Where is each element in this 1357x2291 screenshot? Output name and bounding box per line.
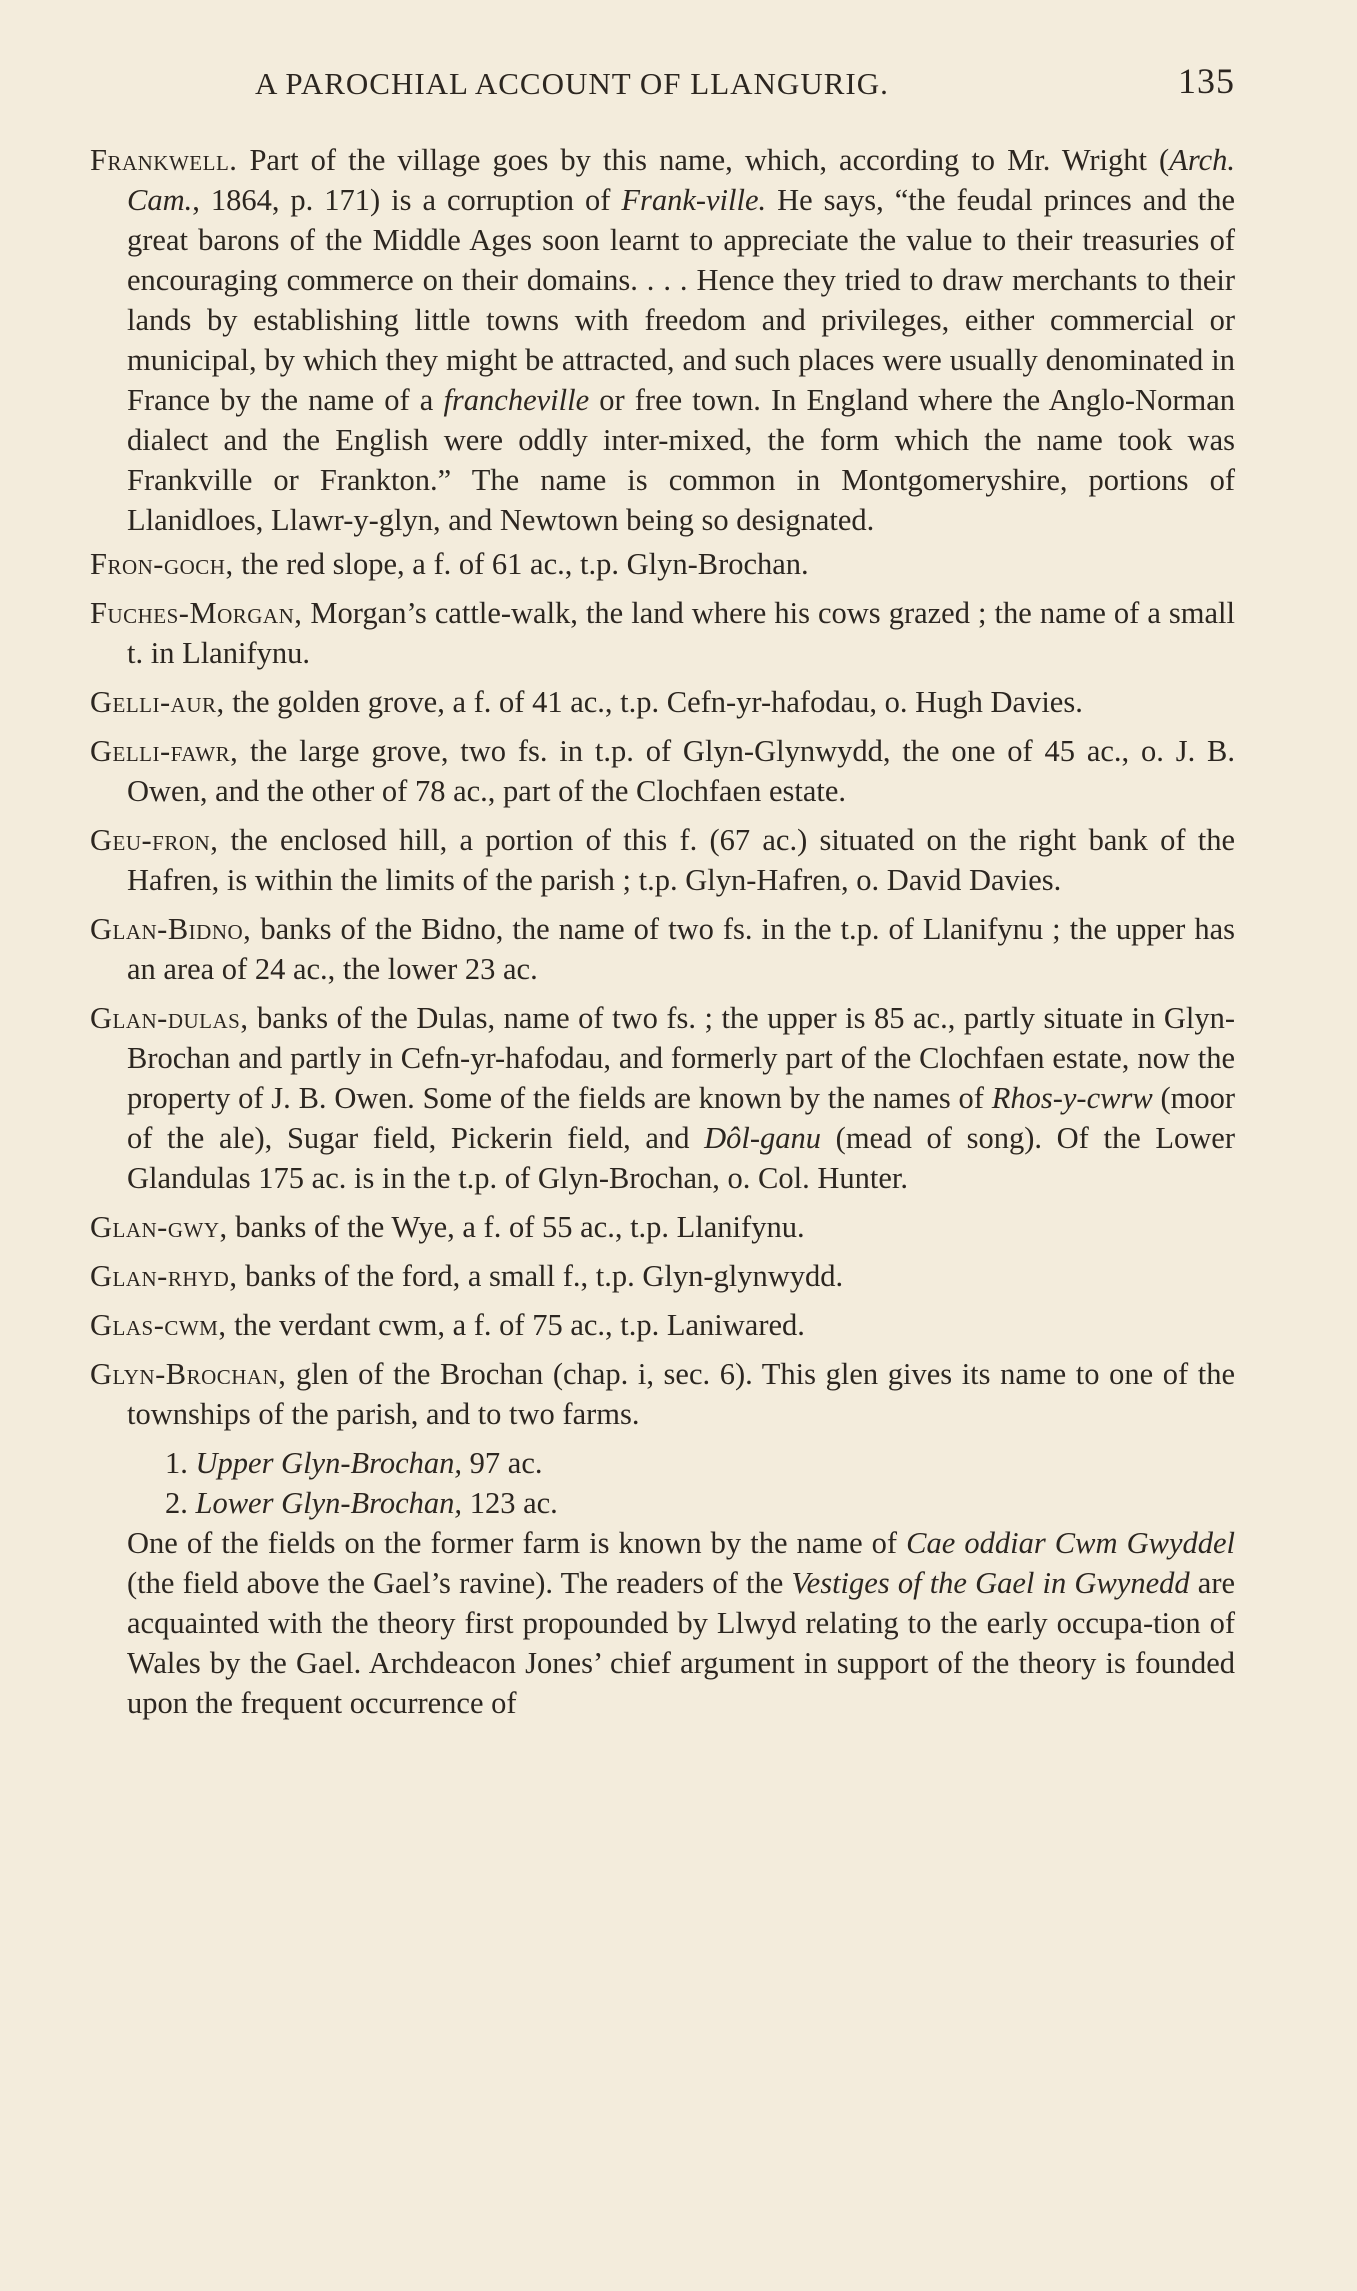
italic-text: francheville bbox=[443, 383, 590, 417]
gazetteer-entry bbox=[90, 544, 1235, 584]
page-number: 135 bbox=[1178, 61, 1235, 101]
gazetteer-entry bbox=[90, 1256, 1235, 1296]
entry-headword: Frankwell. bbox=[90, 143, 238, 177]
italic-text: Frank-ville. bbox=[621, 183, 767, 217]
text-run: Part of the village goes by this name, which, according to Mr. Wright ( bbox=[237, 143, 1170, 177]
text-run: , 1864, p. 171) is a corruption of bbox=[192, 183, 622, 217]
italic-text: Cae oddiar Cwm Gwyddel bbox=[906, 1526, 1235, 1560]
gazetteer-entry bbox=[90, 593, 1235, 673]
italic-text: Arch. Cam. bbox=[127, 143, 1235, 217]
text-run: 2. bbox=[165, 1486, 196, 1520]
text-run: glen of the Brochan (chap. i, sec. 6). This glen gives its name to one of the townships of the parish, and to two farms. bbox=[127, 1357, 1235, 1431]
text-run: banks of the Wye, a f. of 55 ac., t.p. Llanifynu. bbox=[227, 1210, 805, 1244]
text-run: banks of the ford, a small f., t.p. Glyn-glynwydd. bbox=[237, 1259, 844, 1293]
running-title: A PAROCHIAL ACCOUNT OF LLANGURIG. bbox=[255, 66, 889, 101]
gazetteer-entry bbox=[90, 1354, 1235, 1434]
entry-headword: Fuches-Morgan, bbox=[90, 596, 303, 630]
running-header bbox=[255, 60, 1235, 110]
gazetteer-entry bbox=[90, 909, 1235, 989]
gazetteer-entries bbox=[90, 140, 1235, 1434]
gazetteer-entry bbox=[90, 1305, 1235, 1345]
entry-headword: Fron-goch, bbox=[90, 547, 234, 581]
text-run: (mead of song). Of the Lower Glandulas 175 ac. is in the t.p. of Glyn-Brochan, o. Col. Hunter. bbox=[127, 1121, 1235, 1195]
text-run: the large grove, two fs. in t.p. of Glyn-Glynwydd, the one of 45 ac., o. J. B. Owen, and the other of 78 ac., part of the Clochfaen estate. bbox=[127, 734, 1235, 808]
farm-list bbox=[90, 1443, 1235, 1523]
italic-text: Lower Glyn-Brochan, bbox=[195, 1486, 463, 1520]
text-run: (the field above the Gael’s ravine). The readers of the bbox=[127, 1566, 792, 1600]
entry-headword: Glyn-Brochan, bbox=[90, 1357, 287, 1391]
text-run: the golden grove, a f. of 41 ac., t.p. Cefn-yr-hafodau, o. Hugh Davies. bbox=[224, 685, 1083, 719]
text-run: 123 ac. bbox=[462, 1486, 558, 1520]
italic-text: Rhos-y-cwrw bbox=[991, 1081, 1153, 1115]
entry-headword: Glan-gwy, bbox=[90, 1210, 228, 1244]
farm-list-item bbox=[90, 1483, 1235, 1523]
entry-headword: Gelli-aur, bbox=[90, 685, 225, 719]
italic-text: Vestiges of the Gael in Gwynedd bbox=[791, 1566, 1190, 1600]
text-run: Morgan’s cattle-walk, the land where his cows grazed ; the name of a small t. in Llanifynu. bbox=[127, 596, 1235, 670]
text-run: or free town. In England where the Anglo-Norman dialect and the English were oddly inter-mixed, the form which the name took was Frankville or Frankton.” The name is common in Montgomeryshire, portions of Llanidloes, Llawr-y-glyn, and Newtown being so designated. bbox=[127, 383, 1235, 537]
italic-text: Upper Glyn-Brochan, bbox=[195, 1446, 463, 1480]
text-run: banks of the Bidno, the name of two fs. in the t.p. of Llanifynu ; the upper has an area of 24 ac., the lower 23 ac. bbox=[127, 912, 1235, 986]
entry-headword: Glan-rhyd, bbox=[90, 1259, 238, 1293]
text-run: One of the fields on the former farm is known by the name of bbox=[127, 1526, 907, 1560]
farm-list-item bbox=[90, 1443, 1235, 1483]
text-run: He says, “the feudal princes and the great barons of the Middle Ages soon learnt to appreciate the value to their treasuries of encouraging commerce on their domains. . . . Hence they tried to draw merchants to their lands by establishing little towns with freedom and privileges, either commercial or municipal, by which they might be attracted, and such places were usually denominated in France by the name of a bbox=[127, 183, 1235, 417]
entry-headword: Geu-fron, bbox=[90, 823, 219, 857]
text-body bbox=[90, 140, 1235, 1723]
italic-text: Dôl-ganu bbox=[704, 1121, 822, 1155]
entry-headword: Glas-cwm, bbox=[90, 1308, 227, 1342]
text-run: are acquainted with the theory first propounded by Llwyd relating to the early occupa-tion of Wales by the Gael. Archdeacon Jones’ chief argument in support of the theory is founded upon the frequent occurrence of bbox=[127, 1566, 1236, 1720]
gazetteer-entry bbox=[90, 998, 1235, 1198]
continuation-paragraph bbox=[90, 1523, 1235, 1723]
gazetteer-entry bbox=[90, 682, 1235, 722]
text-run: (moor of the ale), Sugar field, Pickerin field, and bbox=[127, 1081, 1235, 1155]
gazetteer-entry bbox=[90, 820, 1235, 900]
text-run: the red slope, a f. of 61 ac., t.p. Glyn-Brochan. bbox=[233, 547, 809, 581]
gazetteer-entry bbox=[90, 140, 1235, 540]
entry-headword: Glan-Bidno, bbox=[90, 912, 252, 946]
entry-headword: Glan-dulas, bbox=[90, 1001, 249, 1035]
text-run: 97 ac. bbox=[462, 1446, 543, 1480]
text-run: the enclosed hill, a portion of this f. (67 ac.) situated on the right bank of the Hafren, is within the limits of the parish ; t.p. Glyn-Hafren, o. David Davies. bbox=[127, 823, 1235, 897]
gazetteer-entry bbox=[90, 1207, 1235, 1247]
text-run: banks of the Dulas, name of two fs. ; the upper is 85 ac., partly situate in Glyn-Brochan and partly in Cefn-yr-hafodau, and formerly part of the Clochfaen estate, now the property of J. B. Owen. Some of the fields are known by the names of bbox=[127, 1001, 1235, 1115]
entry-headword: Gelli-fawr, bbox=[90, 734, 239, 768]
text-run: 1. bbox=[165, 1446, 196, 1480]
text-run: the verdant cwm, a f. of 75 ac., t.p. Laniwared. bbox=[226, 1308, 805, 1342]
gazetteer-entry bbox=[90, 731, 1235, 811]
